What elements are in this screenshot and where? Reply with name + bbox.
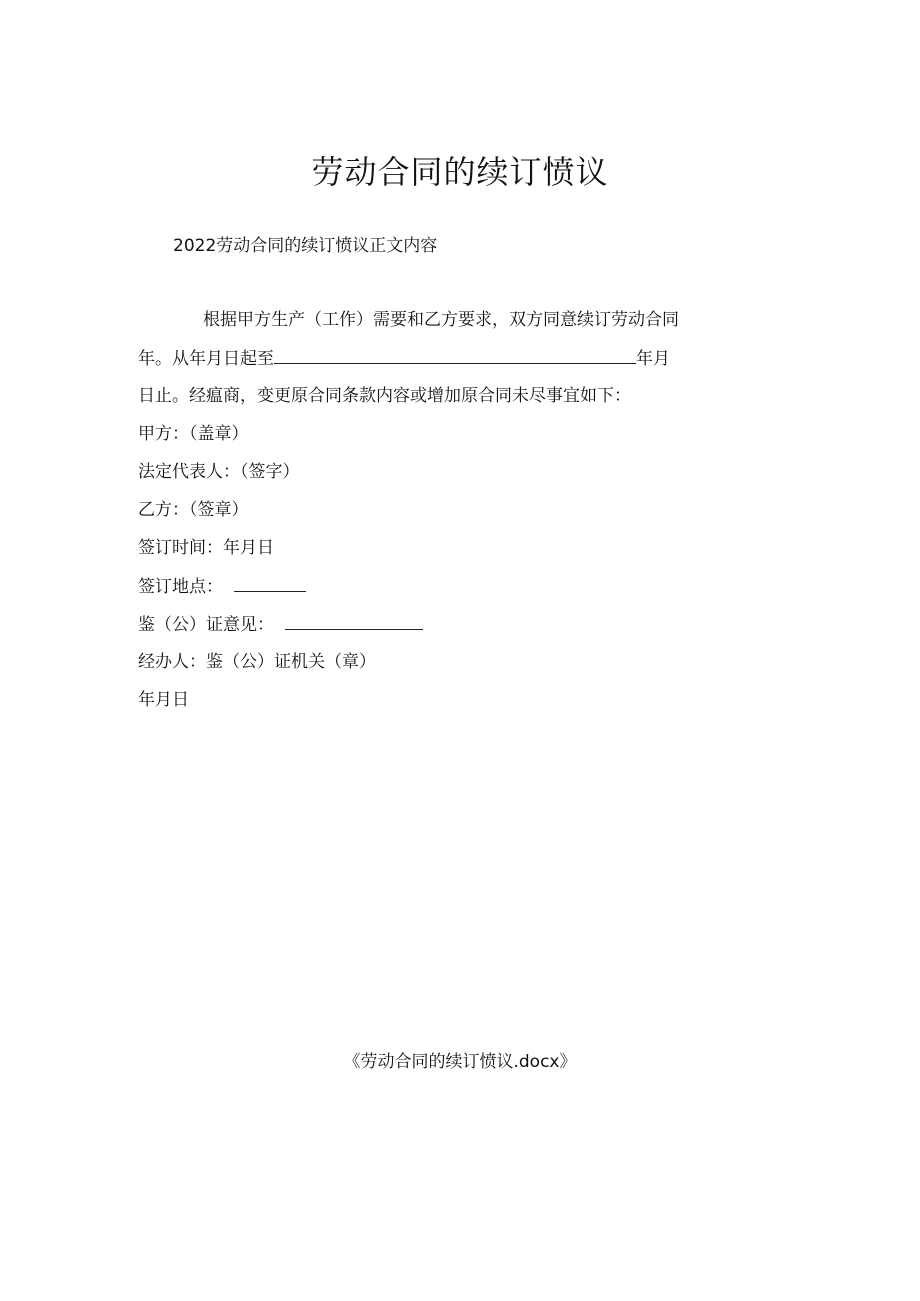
paragraph-line-3: 日止。经瘟商，变更原合同条款内容或增加原合同未尽事宜如下： [138, 386, 631, 406]
legal-rep-line: 法定代表人：（签字） [138, 462, 300, 482]
paragraph-line-2 [138, 345, 670, 372]
date-line: 年月日 [138, 690, 189, 710]
handler-line: 经办人：鉴（公）证机关（章） [138, 652, 376, 672]
party-b-line: 乙方：（签章） [138, 500, 249, 520]
document-footer: 《劳动合同的续订愤议.docx》 [343, 1052, 577, 1072]
sign-time-line: 签订时间：年月日 [138, 538, 274, 558]
contract-period-blank [274, 345, 636, 364]
sign-place-line [138, 573, 306, 600]
document-subtitle: 2022劳动合同的续订愤议正文内容 [173, 236, 438, 256]
page-title: 劳动合同的续订愤议 [311, 153, 609, 191]
paragraph-line-2-end: 年月 [636, 349, 670, 369]
notary-opinion-blank [285, 611, 423, 630]
notary-opinion-label: 鉴（公）证意见： [138, 615, 274, 635]
paragraph-line-1: 根据甲方生产（工作）需要和乙方要求，双方同意续订劳动合同 [203, 310, 679, 330]
paragraph-line-2-start: 年。从年月日起至 [138, 349, 274, 369]
sign-place-blank [234, 573, 306, 592]
notary-opinion-line [138, 611, 423, 638]
party-a-line: 甲方：（盖章） [138, 424, 249, 444]
sign-place-label: 签订地点： [138, 577, 223, 597]
